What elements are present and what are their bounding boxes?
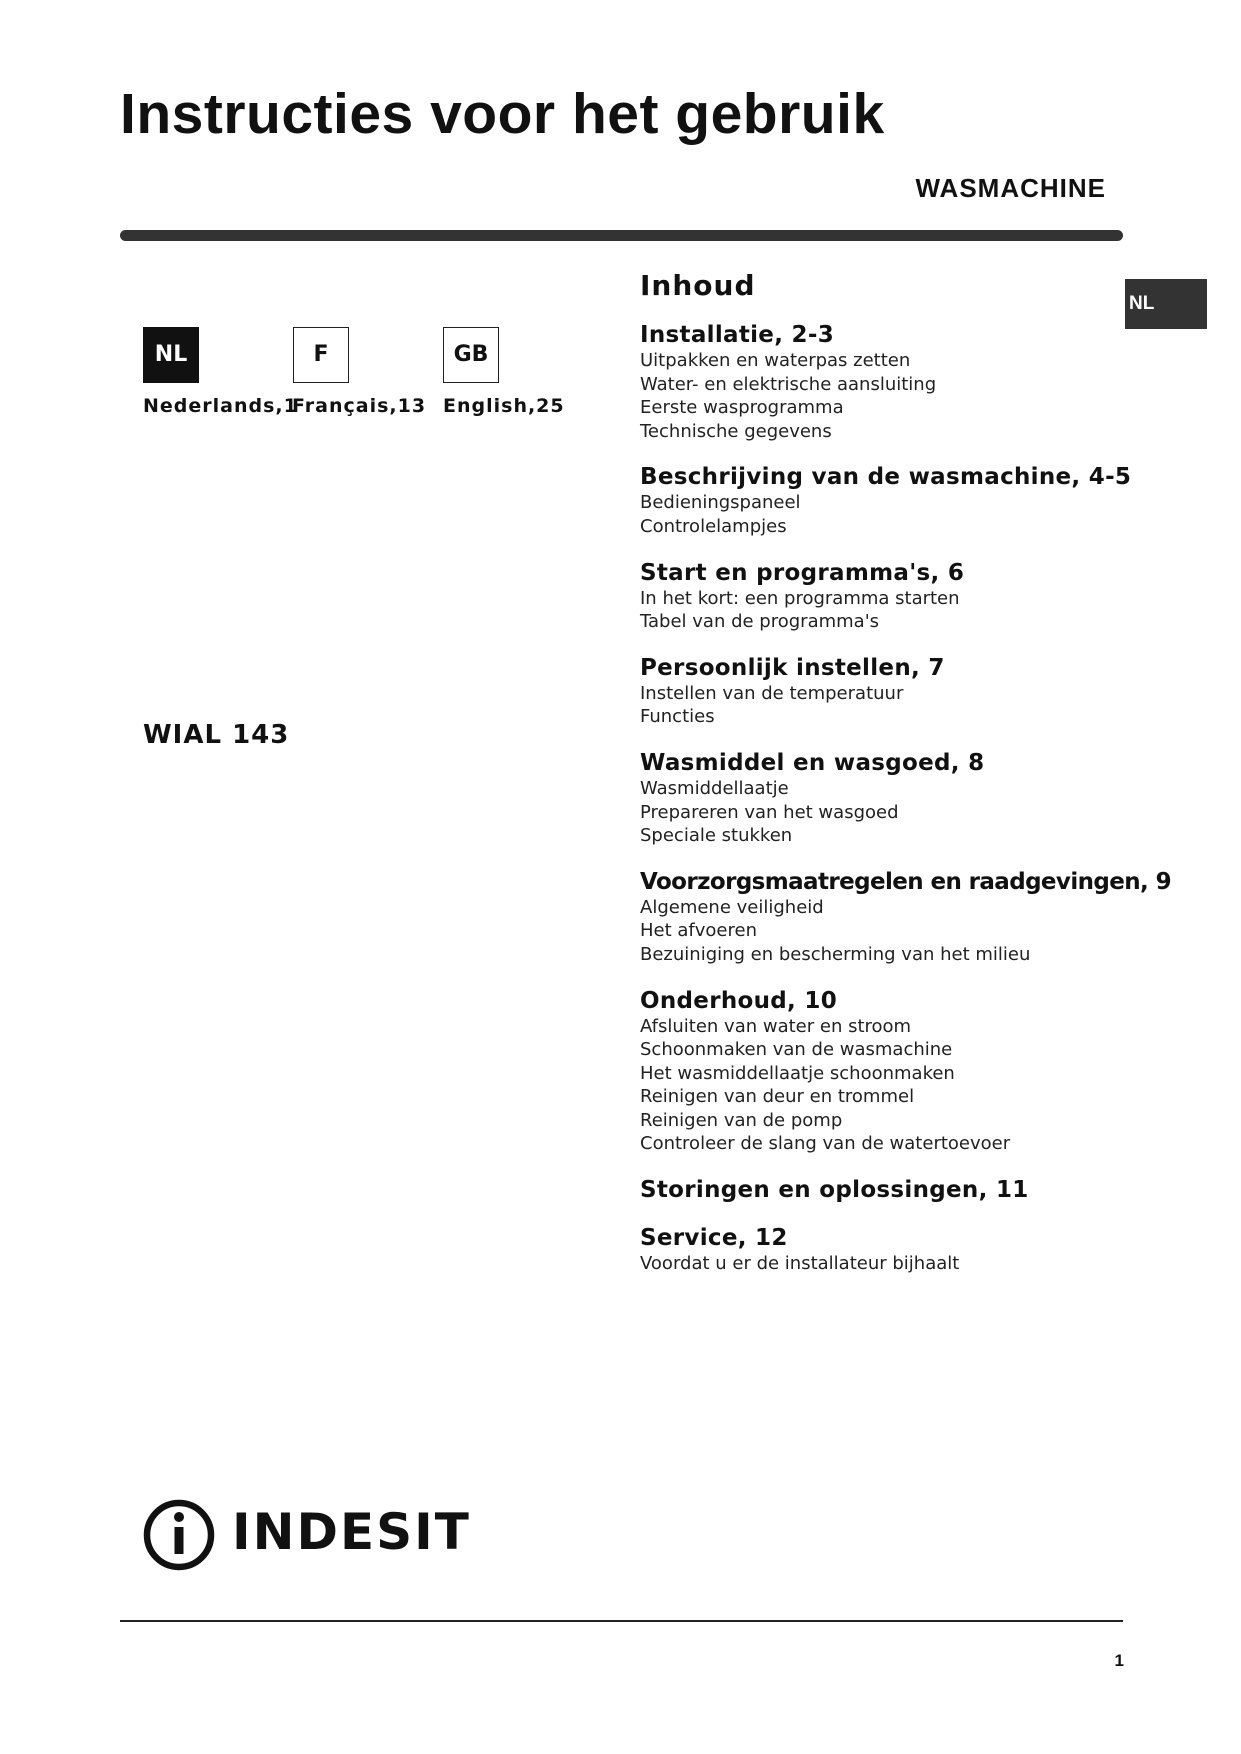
header-divider	[120, 230, 1123, 241]
table-of-contents	[640, 269, 1171, 1297]
toc-section-heading: Voorzorgsmaatregelen en raadgevingen, 9	[640, 868, 1171, 895]
language-badge-f: F	[293, 327, 349, 383]
toc-section	[640, 868, 1171, 967]
toc-title: Inhoud	[640, 269, 756, 302]
toc-section	[640, 322, 1130, 443]
toc-section	[640, 750, 1130, 848]
page-number: 1	[1114, 1651, 1124, 1670]
toc-item: Functies	[640, 706, 715, 728]
page-title: Instructies voor het gebruik	[120, 82, 885, 146]
toc-item: Speciale stukken	[640, 825, 793, 847]
toc-item: Prepareren van het wasgoed	[640, 801, 899, 823]
toc-item: Schoonmaken van de wasmachine	[640, 1039, 953, 1061]
toc-section	[640, 560, 1130, 634]
toc-item: Wasmiddellaatje	[640, 777, 789, 799]
toc-sections	[640, 322, 1171, 1276]
language-label-f: Français,13	[292, 395, 427, 417]
brand-wordmark: INDESIT	[232, 1503, 471, 1561]
toc-section	[640, 988, 1130, 1157]
toc-item: Uitpakken en waterpas zetten	[640, 350, 911, 371]
toc-item: Water- en elektrische aansluiting	[640, 373, 937, 395]
toc-item: Technische gegevens	[640, 420, 832, 442]
footer-divider	[120, 1620, 1123, 1622]
toc-section-heading: Installatie, 2-3	[640, 322, 834, 348]
toc-item: Bedieningspaneel	[640, 492, 801, 514]
toc-item: Bezuiniging en bescherming van het milieu	[640, 943, 1031, 965]
toc-section	[640, 1225, 1130, 1276]
toc-section-heading: Beschrijving van de wasmachine, 4-5	[640, 464, 1132, 491]
toc-item: Instellen van de temperatuur	[640, 682, 904, 704]
toc-item: Reinigen van de pomp	[640, 1109, 843, 1131]
document-type: WASMACHINE	[915, 173, 1106, 203]
toc-section-heading: Service, 12	[640, 1225, 788, 1252]
toc-item: Algemene veiligheid	[640, 896, 824, 918]
toc-section	[640, 655, 1130, 729]
toc-item: Het afvoeren	[640, 920, 757, 942]
toc-item: Afsluiten van water en stroom	[640, 1015, 912, 1037]
toc-item: Controlelampjes	[640, 515, 787, 537]
toc-section-heading: Storingen en oplossingen, 11	[640, 1177, 1029, 1204]
language-label-gb: English,25	[443, 395, 565, 417]
toc-item: Eerste wasprogramma	[640, 397, 844, 419]
language-badge-gb: GB	[443, 327, 499, 383]
toc-item: Controleer de slang van de watertoevoer	[640, 1133, 1011, 1155]
toc-section	[640, 464, 1130, 538]
toc-section-heading: Start en programma's, 6	[640, 559, 965, 586]
toc-section-heading: Onderhoud, 10	[640, 987, 837, 1014]
toc-section	[640, 1177, 1130, 1204]
language-label-nl: Nederlands,1	[143, 395, 298, 417]
toc-section-heading: Persoonlijk instellen, 7	[640, 654, 945, 681]
language-badge-nl: NL	[143, 327, 199, 383]
toc-item: Tabel van de programma's	[640, 611, 880, 633]
model-number: WIAL 143	[143, 720, 290, 750]
language-tab-nl: NL	[1125, 279, 1207, 329]
toc-item: Reinigen van deur en trommel	[640, 1086, 915, 1108]
toc-item: Het wasmiddellaatje schoonmaken	[640, 1062, 955, 1084]
toc-item: Voordat u er de installateur bijhaalt	[640, 1253, 960, 1275]
toc-section-heading: Wasmiddel en wasgoed, 8	[640, 749, 985, 776]
toc-item: In het kort: een programma starten	[640, 587, 960, 609]
